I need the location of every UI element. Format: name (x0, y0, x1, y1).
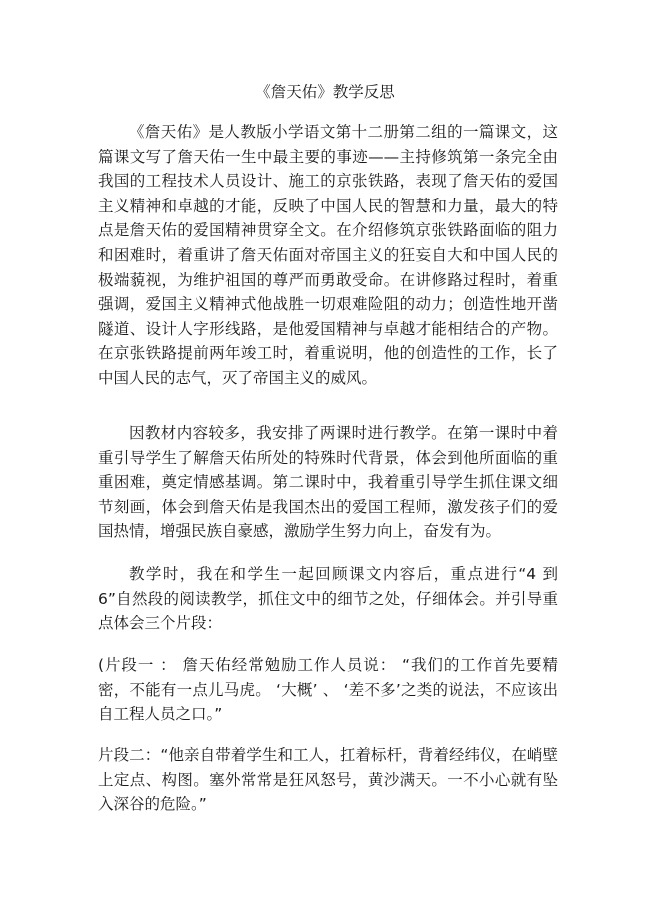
paragraph-lesson-plan: 因教材内容较多，我安排了两课时进行教学。在第一课时中着重引导学生了解詹天佑所处的特殊时代背景，体会到他所面临的重重困难，奠定情感基调。第二课时中，我着重引导学生抓住课文细节刻画，体会到詹天佑是我国杰出的爱国工程师，激发孩子们的爱国热情，增强民族自豪感，激励学生努力向上，奋发有为。 (98, 424, 558, 541)
paragraph-excerpt-one: (片段一 ： 詹天佑经常勉励工作人员说： “我们的工作首先要精密，不能有一点儿马虎。 ‘大概’ 、 ‘差不多’之类的说法，不应该出自工程人员之口。” (98, 656, 558, 724)
paragraph-excerpt-two: 片段二：“他亲自带着学生和工人，扛着标杆，背着经纬仪，在峭壁上定点、构图。塞外常常是狂风怒号，黄沙满天。一不小心就有坠入深谷的危险。” (98, 746, 558, 814)
paragraph-teaching-focus: 教学时，我在和学生一起回顾课文内容后，重点进行“4 到 6”自然段的阅读教学，抓住文中的细节之处，仔细体会。并引导重点体会三个片段： (98, 565, 558, 633)
paragraph-introduction: 《詹天佑》是人教版小学语文第十二册第二组的一篇课文，这篇课文写了詹天佑一生中最主要的事迹——主持修筑第一条完全由我国的工程技术人员设计、施工的京张铁路，表现了詹天佑的爱国主义精神和卓越的才能，反映了中国人民的智慧和力量，最大的特点是詹天佑的爱国精神贯穿全文。在介绍修筑京张铁路面临的阻力和困难时，着重讲了詹天佑面对帝国主义的狂妄自大和中国人民的极端藐视，为维护祖国的尊严而勇敢受命。在讲修路过程时，着重强调，爱国主义精神式他战胜一切艰难险阻的动力；创造性地开凿隧道、设计人字形线路，是他爱国精神与卓越才能相结合的产物。在京张铁路提前两年竣工时，着重说明，他的创造性的工作，长了中国人民的志气，灭了帝国主义的威风。 (98, 123, 558, 387)
document-title: 《詹天佑》教学反思 (255, 83, 395, 101)
